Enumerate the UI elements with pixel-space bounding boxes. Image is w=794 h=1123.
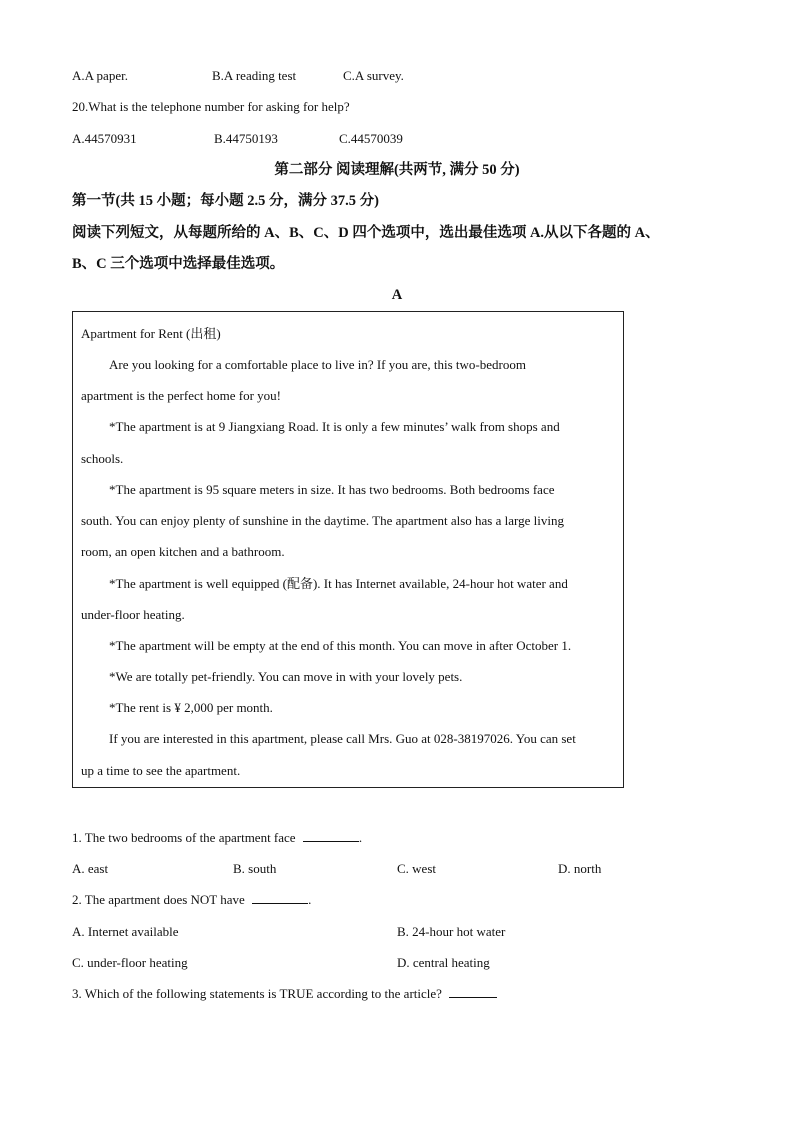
q1-stem-end: . xyxy=(358,830,363,845)
q20-option-a: A.44570931 xyxy=(72,131,137,146)
q2-option-c: C. under-floor heating xyxy=(72,955,188,970)
passage-line: room, an open kitchen and a bathroom. xyxy=(81,544,285,559)
q19-option-b: B.A reading test xyxy=(212,68,297,83)
passage-line: apartment is the perfect home for you! xyxy=(81,388,281,403)
q1-stem-line xyxy=(72,829,362,847)
q3-stem: 3. Which of the following statements is TRUE according to the article? xyxy=(72,986,442,1001)
passage-label: A xyxy=(391,287,403,303)
passage-line: *The rent is ¥ 2,000 per month. xyxy=(109,700,273,715)
passage-line: schools. xyxy=(81,451,124,466)
q20-option-c: C.44570039 xyxy=(339,131,403,146)
q2-option-b: B. 24-hour hot water xyxy=(397,924,506,939)
section1-heading: 第一节(共 15 小题；每小题 2.5 分，满分 37.5 分) xyxy=(72,193,379,209)
q1-option-c: C. west xyxy=(397,861,436,876)
passage-line: *The apartment will be empty at the end of this month. You can move in after October 1. xyxy=(109,638,572,653)
q2-stem: 2. The apartment does NOT have xyxy=(72,892,245,907)
passage-line: south. You can enjoy plenty of sunshine in the daytime. The apartment also has a large living xyxy=(81,513,564,528)
q3-stem-line xyxy=(72,985,497,1003)
passage-line: *The apartment is well equipped (配备). It has Internet available, 24-hour hot water and xyxy=(109,576,568,591)
passage-line: *The apartment is at 9 Jiangxiang Road. It is only a few minutes’ walk from shops and xyxy=(109,419,560,434)
q2-stem-line xyxy=(72,891,311,909)
q19-option-c: C.A survey. xyxy=(343,68,404,83)
part2-heading: 第二部分 阅读理解(共两节, 满分 50 分) xyxy=(274,162,520,178)
q1-answer-blank[interactable] xyxy=(303,829,359,842)
q2-answer-blank[interactable] xyxy=(252,891,308,904)
q2-option-d: D. central heating xyxy=(397,955,490,970)
q2-option-a: A. Internet available xyxy=(72,924,179,939)
passage-title: Apartment for Rent (出租) xyxy=(81,326,221,341)
passage-line: Are you looking for a comfortable place to live in? If you are, this two-bedroom xyxy=(109,357,526,372)
q1-option-b: B. south xyxy=(233,861,277,876)
passage-line: *We are totally pet-friendly. You can move in with your lovely pets. xyxy=(109,669,463,684)
instruction-line-2: B、C 三个选项中选择最佳选项。 xyxy=(72,256,285,272)
passage-line: If you are interested in this apartment, please call Mrs. Guo at 028-38197026. You can set xyxy=(109,731,576,746)
q1-stem: 1. The two bedrooms of the apartment face xyxy=(72,830,296,845)
instruction-line-1: 阅读下列短文，从每题所给的 A、B、C、D 四个选项中，选出最佳选项 A.从以下各题的 A、 xyxy=(72,225,660,241)
q20-option-b: B.44750193 xyxy=(214,131,278,146)
passage-line: *The apartment is 95 square meters in size. It has two bedrooms. Both bedrooms face xyxy=(109,482,555,497)
passage-box xyxy=(72,311,624,788)
passage-line: up a time to see the apartment. xyxy=(81,763,241,778)
q2-stem-end: . xyxy=(308,892,312,907)
q1-option-a: A. east xyxy=(72,861,109,876)
q19-option-a: A.A paper. xyxy=(72,68,128,83)
q20-stem: 20.What is the telephone number for asking for help? xyxy=(72,99,350,114)
q1-option-d: D. north xyxy=(558,861,602,876)
passage-line: under-floor heating. xyxy=(81,607,185,622)
q3-answer-blank[interactable] xyxy=(449,985,497,998)
